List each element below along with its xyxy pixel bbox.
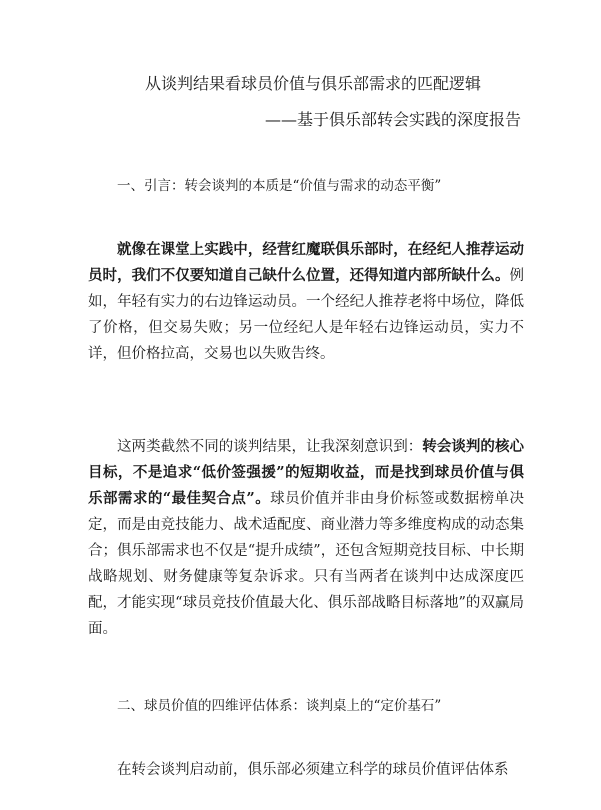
- paragraph-evaluation-text: 在转会谈判启动前，俱乐部必须建立科学的球员价值评估体系: [117, 762, 509, 778]
- paragraph-core-goal-lead: 这两类截然不同的谈判结果，让我深刻意识到：: [117, 439, 423, 455]
- paragraph-core-goal-bold: 转会谈判的核心目标，不是追求“低价签强援”的短期收益，而是找到球员价值与俱乐部需求的“最佳契合点”。: [88, 438, 525, 507]
- section-heading-intro: 一、引言：转会谈判的本质是“价值与需求的动态平衡”: [117, 178, 442, 194]
- document-title: 从谈判结果看球员价值与俱乐部需求的匹配逻辑: [145, 74, 482, 93]
- paragraph-core-goal: [88, 434, 524, 642]
- paragraph-intro: [88, 237, 524, 367]
- section-heading-evaluation: 二、球员价值的四维评估体系：谈判桌上的“定价基石”: [117, 698, 442, 714]
- document-subtitle: ——基于俱乐部转会实践的深度报告: [264, 110, 521, 129]
- paragraph-intro-text: 例如，年轻有实力的右边锋运动员。一个经纪人推荐老将中场位，降低了价格，但交易失败；另一位经纪人是年轻右边锋运动员，实力不详，但价格拉高，交易也以失败告终。: [88, 268, 524, 362]
- paragraph-intro-bold: 就像在课堂上实践中，经营红魔联俱乐部时，在经纪人推荐运动员时，我们不仅要知道自己缺什么位置，还得知道内部所缺什么。: [88, 241, 524, 284]
- paragraph-evaluation: [88, 757, 524, 783]
- paragraph-core-goal-text: 球员价值并非由身价标签或数据榜单决定，而是由竞技能力、战术适配度、商业潜力等多维度构成的动态集合；俱乐部需求也不仅是“提升成绩”，还包含短期竞技目标、中长期战略规划、财务健康等复杂诉求。只有当两者在谈判中达成深度匹配，才能实现“球员竞技价值最大化、俱乐部战略目标落地”的双赢局面。: [88, 491, 524, 637]
